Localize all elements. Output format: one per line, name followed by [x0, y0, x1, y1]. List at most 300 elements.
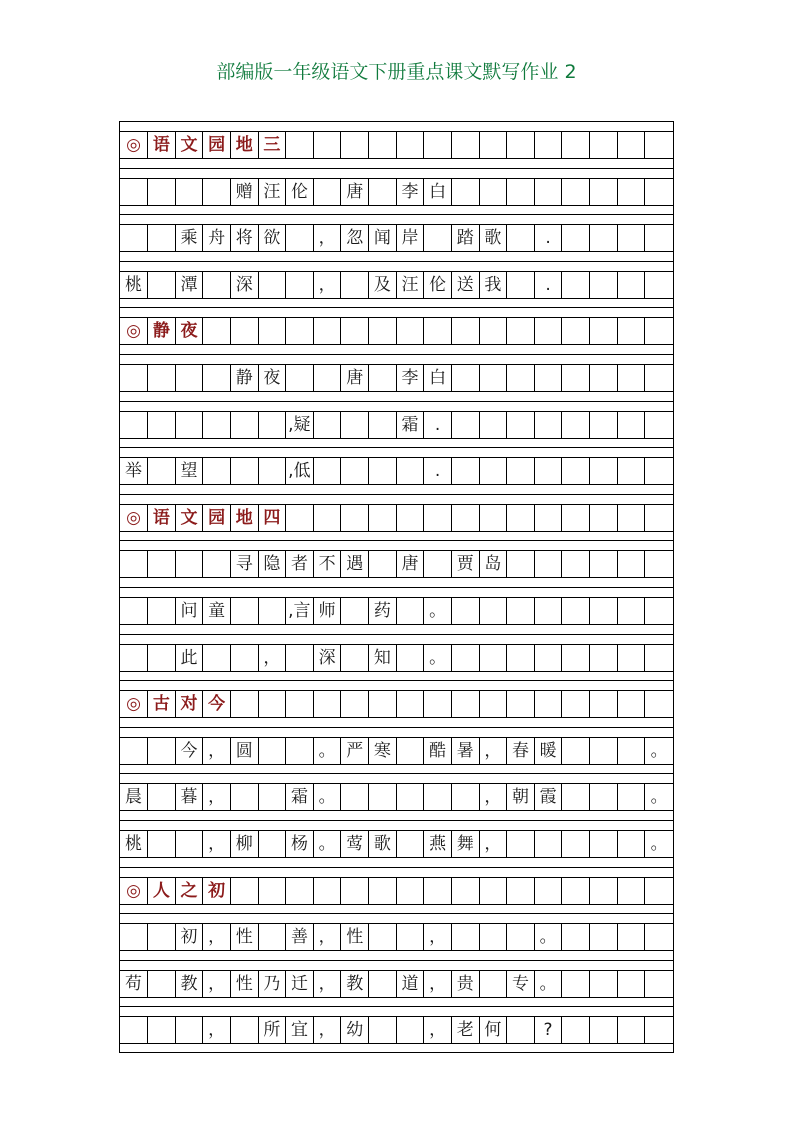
grid-cell: 地 — [231, 505, 259, 531]
grid-cell: 及 — [369, 272, 397, 298]
grid-cell[interactable] — [645, 132, 673, 158]
grid-cell[interactable] — [507, 691, 535, 717]
grid-cell[interactable] — [424, 691, 452, 717]
grid-cell[interactable] — [590, 272, 618, 298]
grid-cell[interactable] — [645, 924, 673, 950]
grid-cell[interactable] — [590, 225, 618, 251]
grid-cell[interactable] — [480, 971, 508, 997]
grid-cell[interactable] — [562, 412, 590, 438]
grid-cell[interactable] — [231, 598, 259, 624]
grid-cell[interactable] — [590, 412, 618, 438]
grid-cell[interactable] — [286, 645, 314, 671]
grid-cell[interactable] — [369, 179, 397, 205]
grid-cell[interactable] — [120, 924, 148, 950]
grid-cell[interactable] — [397, 318, 425, 344]
grid-cell[interactable] — [645, 645, 673, 671]
grid-cell[interactable] — [618, 365, 646, 391]
grid-cell[interactable] — [590, 738, 618, 764]
grid-cell[interactable] — [314, 505, 342, 531]
grid-cell[interactable] — [535, 551, 563, 577]
grid-cell[interactable] — [507, 924, 535, 950]
grid-cell[interactable] — [562, 505, 590, 531]
grid-cell[interactable] — [452, 598, 480, 624]
grid-cell[interactable] — [645, 365, 673, 391]
grid-cell[interactable] — [645, 318, 673, 344]
grid-cell[interactable] — [369, 505, 397, 531]
grid-cell[interactable] — [562, 132, 590, 158]
grid-cell: 知 — [369, 645, 397, 671]
grid-cell[interactable] — [286, 132, 314, 158]
grid-cell[interactable] — [590, 132, 618, 158]
grid-cell: 园 — [203, 505, 231, 531]
grid-cell[interactable] — [562, 272, 590, 298]
grid-cell[interactable] — [148, 225, 176, 251]
grid-cell[interactable] — [341, 272, 369, 298]
grid-cell[interactable] — [618, 645, 646, 671]
grid-cell[interactable] — [148, 598, 176, 624]
grid-cell[interactable] — [341, 878, 369, 904]
grid-cell[interactable] — [562, 551, 590, 577]
grid-cell[interactable] — [590, 831, 618, 857]
grid-cell[interactable] — [452, 179, 480, 205]
grid-cell[interactable] — [480, 179, 508, 205]
grid-cell[interactable] — [314, 365, 342, 391]
grid-cell[interactable] — [231, 318, 259, 344]
grid-cell[interactable] — [562, 225, 590, 251]
grid-cell[interactable] — [424, 132, 452, 158]
grid-cell[interactable] — [369, 1017, 397, 1043]
grid-cell[interactable] — [397, 924, 425, 950]
grid-cell: 。 — [424, 645, 452, 671]
grid-cell[interactable] — [259, 831, 287, 857]
grid-cell[interactable] — [231, 1017, 259, 1043]
grid-cell[interactable] — [618, 831, 646, 857]
grid-cell[interactable] — [507, 412, 535, 438]
grid-cell[interactable] — [590, 505, 618, 531]
grid-cell[interactable] — [148, 179, 176, 205]
grid-cell[interactable] — [645, 598, 673, 624]
grid-cell[interactable] — [645, 878, 673, 904]
grid-cell[interactable] — [507, 1017, 535, 1043]
grid-cell: 迁 — [286, 971, 314, 997]
grid-cell[interactable] — [286, 318, 314, 344]
row-gap-line — [120, 540, 673, 541]
grid-cell[interactable] — [452, 878, 480, 904]
grid-cell[interactable] — [369, 924, 397, 950]
grid-cell[interactable] — [535, 412, 563, 438]
grid-cell[interactable] — [120, 412, 148, 438]
grid-cell[interactable] — [618, 272, 646, 298]
grid-cell[interactable] — [314, 132, 342, 158]
grid-cell[interactable] — [480, 132, 508, 158]
grid-cell[interactable] — [590, 784, 618, 810]
grid-cell[interactable] — [148, 458, 176, 484]
grid-cell[interactable] — [148, 924, 176, 950]
grid-cell[interactable] — [618, 924, 646, 950]
grid-cell[interactable] — [286, 272, 314, 298]
grid-cell[interactable] — [397, 1017, 425, 1043]
grid-cell[interactable] — [645, 691, 673, 717]
grid-cell: 赠 — [231, 179, 259, 205]
grid-cell[interactable] — [203, 365, 231, 391]
grid-cell[interactable] — [618, 132, 646, 158]
grid-cell: 燕 — [424, 831, 452, 857]
grid-cell[interactable] — [286, 365, 314, 391]
grid-cell[interactable] — [397, 458, 425, 484]
grid-cell[interactable] — [618, 1017, 646, 1043]
grid-cell[interactable] — [562, 971, 590, 997]
grid-cell[interactable] — [507, 598, 535, 624]
grid-cell[interactable] — [507, 831, 535, 857]
grid-cell[interactable] — [176, 179, 204, 205]
grid-cell[interactable] — [369, 318, 397, 344]
grid-cell[interactable] — [618, 784, 646, 810]
grid-cell[interactable] — [120, 365, 148, 391]
grid-cell[interactable] — [397, 645, 425, 671]
grid-cell[interactable] — [452, 505, 480, 531]
grid-cell[interactable] — [203, 551, 231, 577]
grid-cell[interactable] — [231, 412, 259, 438]
grid-cell: 所 — [259, 1017, 287, 1043]
grid-cell[interactable] — [507, 458, 535, 484]
grid-cell[interactable] — [203, 179, 231, 205]
grid-cell[interactable] — [203, 645, 231, 671]
grid-cell: 踏 — [452, 225, 480, 251]
grid-cell[interactable] — [148, 645, 176, 671]
grid-cell[interactable] — [424, 784, 452, 810]
grid-cell[interactable] — [369, 365, 397, 391]
grid-cell[interactable] — [314, 691, 342, 717]
grid-cell[interactable] — [148, 831, 176, 857]
grid-cell: 。 — [650, 740, 668, 761]
grid-cell[interactable] — [645, 225, 673, 251]
grid-cell[interactable] — [203, 458, 231, 484]
grid-cell[interactable] — [507, 365, 535, 391]
grid-cell[interactable] — [452, 318, 480, 344]
grid-cell[interactable] — [590, 924, 618, 950]
grid-cell[interactable] — [341, 691, 369, 717]
grid-cell[interactable] — [618, 318, 646, 344]
grid-cell[interactable] — [397, 691, 425, 717]
grid-cell[interactable] — [120, 738, 148, 764]
grid-cell[interactable] — [397, 738, 425, 764]
grid-cell[interactable] — [507, 878, 535, 904]
grid-cell[interactable] — [369, 971, 397, 997]
grid-cell[interactable] — [424, 318, 452, 344]
grid-cell: 教 — [176, 971, 204, 997]
grid-cell[interactable] — [148, 784, 176, 810]
grid-cell[interactable] — [369, 551, 397, 577]
grid-cell[interactable] — [120, 179, 148, 205]
grid-cell[interactable] — [645, 272, 673, 298]
grid-cell[interactable] — [562, 784, 590, 810]
grid-cell[interactable] — [562, 738, 590, 764]
grid-cell[interactable] — [259, 738, 287, 764]
grid-cell[interactable] — [231, 784, 259, 810]
grid-cell[interactable] — [397, 878, 425, 904]
grid-cell[interactable] — [535, 878, 563, 904]
grid-cell[interactable] — [507, 318, 535, 344]
grid-cell[interactable] — [452, 458, 480, 484]
grid-cell[interactable] — [590, 365, 618, 391]
grid-cell: 此 — [176, 645, 204, 671]
grid-cell[interactable] — [480, 505, 508, 531]
grid-cell: ， — [314, 924, 342, 950]
grid-cell[interactable] — [507, 132, 535, 158]
grid-cell[interactable] — [507, 225, 535, 251]
grid-cell[interactable] — [148, 738, 176, 764]
grid-cell: ,低 — [286, 458, 314, 484]
grid-cell[interactable] — [452, 784, 480, 810]
grid-cell: 深 — [314, 645, 342, 671]
grid-cell[interactable] — [507, 505, 535, 531]
grid-cell[interactable] — [507, 645, 535, 671]
grid-cell[interactable] — [562, 365, 590, 391]
grid-cell[interactable] — [148, 1017, 176, 1043]
grid-cell[interactable] — [314, 878, 342, 904]
grid-cell[interactable] — [590, 878, 618, 904]
grid-cell[interactable] — [535, 458, 563, 484]
grid-cell[interactable] — [314, 458, 342, 484]
grid-cell[interactable] — [203, 272, 231, 298]
grid-cell[interactable] — [231, 691, 259, 717]
grid-cell[interactable] — [369, 691, 397, 717]
grid-cell: 闻 — [369, 225, 397, 251]
grid-cell[interactable] — [314, 318, 342, 344]
grid-cell[interactable] — [562, 691, 590, 717]
grid-cell[interactable] — [618, 878, 646, 904]
grid-cell: 童 — [203, 598, 231, 624]
grid-cell[interactable] — [397, 505, 425, 531]
grid-cell[interactable] — [203, 318, 231, 344]
grid-cell[interactable] — [397, 598, 425, 624]
grid-cell[interactable] — [424, 505, 452, 531]
grid-cell[interactable] — [645, 179, 673, 205]
grid-cell: 语 — [148, 132, 176, 158]
grid-cell: 古 — [148, 691, 176, 717]
grid-cell[interactable] — [369, 132, 397, 158]
grid-cell[interactable] — [397, 132, 425, 158]
grid-cell: . — [535, 272, 563, 298]
grid-cell[interactable] — [645, 412, 673, 438]
grid-cell[interactable] — [562, 179, 590, 205]
grid-cell[interactable] — [645, 1017, 673, 1043]
grid-cell[interactable] — [590, 179, 618, 205]
grid-cell[interactable] — [259, 878, 287, 904]
grid-cell[interactable] — [535, 505, 563, 531]
grid-cell[interactable] — [231, 458, 259, 484]
grid-cell[interactable] — [480, 691, 508, 717]
grid-cell[interactable] — [618, 225, 646, 251]
grid-cell[interactable] — [148, 412, 176, 438]
grid-cell[interactable] — [590, 458, 618, 484]
grid-cell: 汪 — [397, 272, 425, 298]
grid-cell[interactable] — [562, 831, 590, 857]
grid-cell: 夜 — [176, 318, 204, 344]
grid-cell[interactable] — [590, 645, 618, 671]
grid-cell[interactable] — [286, 225, 314, 251]
grid-cell[interactable] — [341, 412, 369, 438]
grid-cell[interactable] — [590, 971, 618, 997]
grid-cell[interactable] — [480, 645, 508, 671]
grid-cell[interactable] — [562, 318, 590, 344]
grid-cell[interactable] — [535, 831, 563, 857]
grid-cell[interactable] — [452, 365, 480, 391]
grid-cell[interactable] — [314, 179, 342, 205]
writing-row — [120, 783, 673, 811]
grid-cell[interactable] — [259, 784, 287, 810]
grid-cell: 。 — [535, 924, 563, 950]
grid-cell[interactable] — [259, 318, 287, 344]
grid-cell[interactable] — [480, 458, 508, 484]
grid-cell[interactable] — [452, 132, 480, 158]
grid-cell[interactable] — [176, 1017, 204, 1043]
grid-cell[interactable] — [259, 924, 287, 950]
row-gap-line — [120, 401, 673, 402]
grid-cell[interactable] — [259, 458, 287, 484]
grid-cell: 潭 — [176, 272, 204, 298]
grid-cell[interactable] — [286, 691, 314, 717]
grid-cell[interactable] — [645, 551, 673, 577]
writing-row — [120, 550, 673, 578]
grid-cell[interactable] — [259, 412, 287, 438]
grid-cell: ◎ — [120, 691, 148, 717]
grid-cell[interactable] — [535, 179, 563, 205]
grid-cell: 寒 — [369, 738, 397, 764]
grid-cell[interactable] — [314, 412, 342, 438]
grid-cell[interactable] — [176, 831, 204, 857]
grid-cell[interactable] — [341, 505, 369, 531]
grid-cell: 送 — [452, 272, 480, 298]
grid-cell[interactable] — [507, 179, 535, 205]
grid-cell[interactable] — [424, 225, 452, 251]
grid-cell[interactable] — [176, 412, 204, 438]
grid-cell[interactable] — [286, 878, 314, 904]
grid-cell[interactable] — [341, 598, 369, 624]
grid-cell[interactable] — [341, 645, 369, 671]
grid-cell[interactable] — [645, 505, 673, 531]
grid-cell[interactable] — [590, 1017, 618, 1043]
grid-cell[interactable] — [148, 272, 176, 298]
grid-cell[interactable] — [535, 132, 563, 158]
grid-cell[interactable] — [480, 924, 508, 950]
grid-cell[interactable] — [480, 598, 508, 624]
grid-cell[interactable] — [618, 738, 646, 764]
grid-cell[interactable] — [590, 598, 618, 624]
grid-cell: 杨 — [286, 831, 314, 857]
grid-cell[interactable] — [452, 691, 480, 717]
grid-cell[interactable] — [590, 551, 618, 577]
grid-cell: ? — [535, 1017, 563, 1043]
grid-cell[interactable] — [618, 971, 646, 997]
grid-cell[interactable] — [480, 318, 508, 344]
grid-cell[interactable] — [452, 645, 480, 671]
grid-cell: 静 — [148, 318, 176, 344]
grid-cell[interactable] — [203, 412, 231, 438]
grid-cell[interactable] — [397, 831, 425, 857]
grid-cell[interactable] — [618, 179, 646, 205]
grid-cell[interactable] — [120, 645, 148, 671]
grid-cell[interactable] — [369, 458, 397, 484]
grid-cell[interactable] — [480, 412, 508, 438]
grid-cell[interactable] — [369, 412, 397, 438]
grid-cell[interactable] — [120, 551, 148, 577]
grid-cell[interactable] — [341, 458, 369, 484]
grid-cell[interactable] — [480, 365, 508, 391]
grid-cell[interactable] — [618, 505, 646, 531]
grid-cell[interactable] — [562, 878, 590, 904]
grid-cell[interactable] — [535, 645, 563, 671]
grid-cell[interactable] — [535, 318, 563, 344]
grid-cell[interactable] — [341, 318, 369, 344]
grid-cell[interactable] — [176, 365, 204, 391]
grid-cell[interactable] — [535, 598, 563, 624]
grid-cell[interactable] — [562, 598, 590, 624]
grid-cell: 文 — [176, 505, 204, 531]
grid-cell[interactable] — [507, 551, 535, 577]
grid-cell[interactable] — [590, 691, 618, 717]
grid-cell[interactable] — [452, 412, 480, 438]
grid-cell[interactable] — [369, 878, 397, 904]
grid-cell[interactable] — [618, 458, 646, 484]
grid-cell[interactable] — [645, 458, 673, 484]
grid-cell[interactable] — [480, 878, 508, 904]
grid-cell[interactable] — [618, 598, 646, 624]
grid-cell[interactable] — [341, 784, 369, 810]
grid-cell[interactable] — [148, 971, 176, 997]
grid-cell[interactable] — [259, 272, 287, 298]
row-gap-line — [120, 913, 673, 914]
grid-cell[interactable] — [259, 598, 287, 624]
grid-cell[interactable] — [148, 365, 176, 391]
grid-cell[interactable] — [645, 971, 673, 997]
grid-cell[interactable] — [562, 645, 590, 671]
section-heading-row — [120, 504, 673, 532]
grid-cell: 我 — [480, 272, 508, 298]
grid-cell[interactable] — [618, 412, 646, 438]
grid-cell[interactable] — [120, 225, 148, 251]
grid-cell: 问 — [176, 598, 204, 624]
grid-cell[interactable] — [618, 551, 646, 577]
grid-cell[interactable] — [618, 691, 646, 717]
grid-cell[interactable] — [562, 458, 590, 484]
grid-cell[interactable] — [507, 272, 535, 298]
grid-cell[interactable] — [424, 551, 452, 577]
grid-cell[interactable] — [369, 784, 397, 810]
grid-cell[interactable] — [562, 1017, 590, 1043]
grid-cell[interactable] — [590, 318, 618, 344]
grid-cell[interactable] — [148, 551, 176, 577]
grid-cell[interactable] — [231, 878, 259, 904]
grid-cell[interactable] — [176, 551, 204, 577]
grid-cell[interactable] — [341, 132, 369, 158]
grid-cell[interactable] — [231, 645, 259, 671]
grid-cell[interactable] — [535, 691, 563, 717]
grid-cell: 唐 — [397, 551, 425, 577]
grid-cell[interactable] — [286, 505, 314, 531]
grid-cell[interactable] — [562, 924, 590, 950]
grid-cell[interactable] — [452, 924, 480, 950]
grid-cell: 乃 — [259, 971, 287, 997]
grid-cell: 望 — [176, 458, 204, 484]
grid-cell[interactable] — [259, 691, 287, 717]
grid-cell[interactable] — [535, 365, 563, 391]
grid-cell[interactable] — [286, 738, 314, 764]
grid-cell[interactable] — [424, 878, 452, 904]
grid-cell[interactable] — [397, 784, 425, 810]
grid-cell[interactable] — [120, 598, 148, 624]
grid-cell[interactable] — [120, 1017, 148, 1043]
